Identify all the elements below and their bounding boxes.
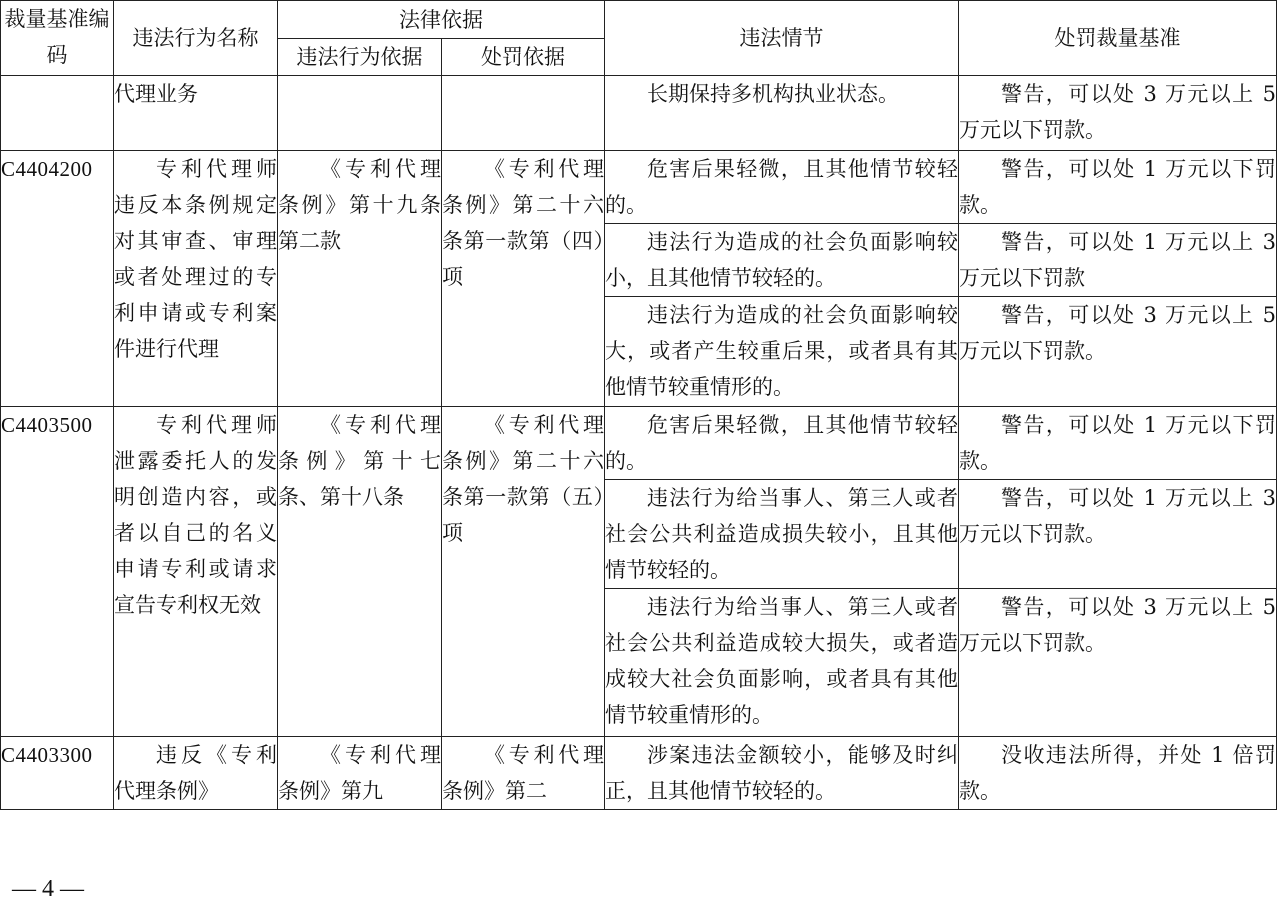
header-code: 裁量基准编码 — [1, 1, 114, 76]
cont-name: 代理业务 — [114, 76, 278, 151]
group-code: C4403300 — [1, 737, 114, 810]
circumstance-cell: 危害后果轻微，且其他情节较轻的。 — [605, 407, 959, 480]
standard-cell: 没收违法所得，并处 1 倍罚款。 — [959, 737, 1277, 810]
group-violation-basis: 《专利代理条例》第九 — [278, 737, 442, 810]
header-standard: 处罚裁量基准 — [959, 1, 1277, 76]
group-penalty-basis: 《专利代理条例》第二十六条第一款第（五）项 — [442, 407, 605, 737]
header-violation-basis: 违法行为依据 — [278, 39, 442, 76]
page-number: — 4 — — [12, 876, 84, 902]
group-penalty-basis: 《专利代理条例》第二 — [442, 737, 605, 810]
group-penalty-basis: 《专利代理条例》第二十六条第一款第（四）项 — [442, 151, 605, 407]
circumstance-cell: 违法行为造成的社会负面影响较小，且其他情节较轻的。 — [605, 224, 959, 297]
header-penalty-basis: 处罚依据 — [442, 39, 605, 76]
standard-cell: 警告，可以处 1 万元以下罚款。 — [959, 407, 1277, 480]
header-circumstances: 违法情节 — [605, 1, 959, 76]
header-name: 违法行为名称 — [114, 1, 278, 76]
circumstance-cell: 涉案违法金额较小，能够及时纠正，且其他情节较轻的。 — [605, 737, 959, 810]
standard-cell: 警告，可以处 3 万元以上 5 万元以下罚款。 — [959, 297, 1277, 407]
cont-circumstance: 长期保持多机构执业状态。 — [605, 76, 959, 151]
group-violation-basis: 《专利代理条例》第十七条、第十八条 — [278, 407, 442, 737]
circumstance-cell: 危害后果轻微，且其他情节较轻的。 — [605, 151, 959, 224]
circumstance-cell: 违法行为给当事人、第三人或者社会公共利益造成较大损失，或者造成较大社会负面影响，或者具有其他情节较重情形的。 — [605, 589, 959, 737]
circumstance-cell: 违法行为造成的社会负面影响较大，或者产生较重后果，或者具有其他情节较重情形的。 — [605, 297, 959, 407]
group-code: C4404200 — [1, 151, 114, 407]
standard-cell: 警告，可以处 1 万元以下罚款。 — [959, 151, 1277, 224]
cont-standard: 警告，可以处 3 万元以上 5 万元以下罚款。 — [959, 76, 1277, 151]
circumstance-cell: 违法行为给当事人、第三人或者社会公共利益造成损失较小，且其他情节较轻的。 — [605, 480, 959, 589]
cont-penalty-basis — [442, 76, 605, 151]
group-name: 专利代理师泄露委托人的发明创造内容，或者以自己的名义申请专利或请求宣告专利权无效 — [114, 407, 278, 737]
cont-violation-basis — [278, 76, 442, 151]
group-code: C4403500 — [1, 407, 114, 737]
group-name: 违反《专利代理条例》 — [114, 737, 278, 810]
standard-cell: 警告，可以处 1 万元以上 3 万元以下罚款。 — [959, 480, 1277, 589]
group-violation-basis: 《专利代理条例》第十九条第二款 — [278, 151, 442, 407]
standard-cell: 警告，可以处 1 万元以上 3 万元以下罚款 — [959, 224, 1277, 297]
group-name: 专利代理师违反本条例规定对其审查、审理或者处理过的专利申请或专利案件进行代理 — [114, 151, 278, 407]
header-legal-basis: 法律依据 — [278, 1, 605, 39]
cont-code-cell — [1, 76, 114, 151]
standard-cell: 警告，可以处 3 万元以上 5 万元以下罚款。 — [959, 589, 1277, 737]
